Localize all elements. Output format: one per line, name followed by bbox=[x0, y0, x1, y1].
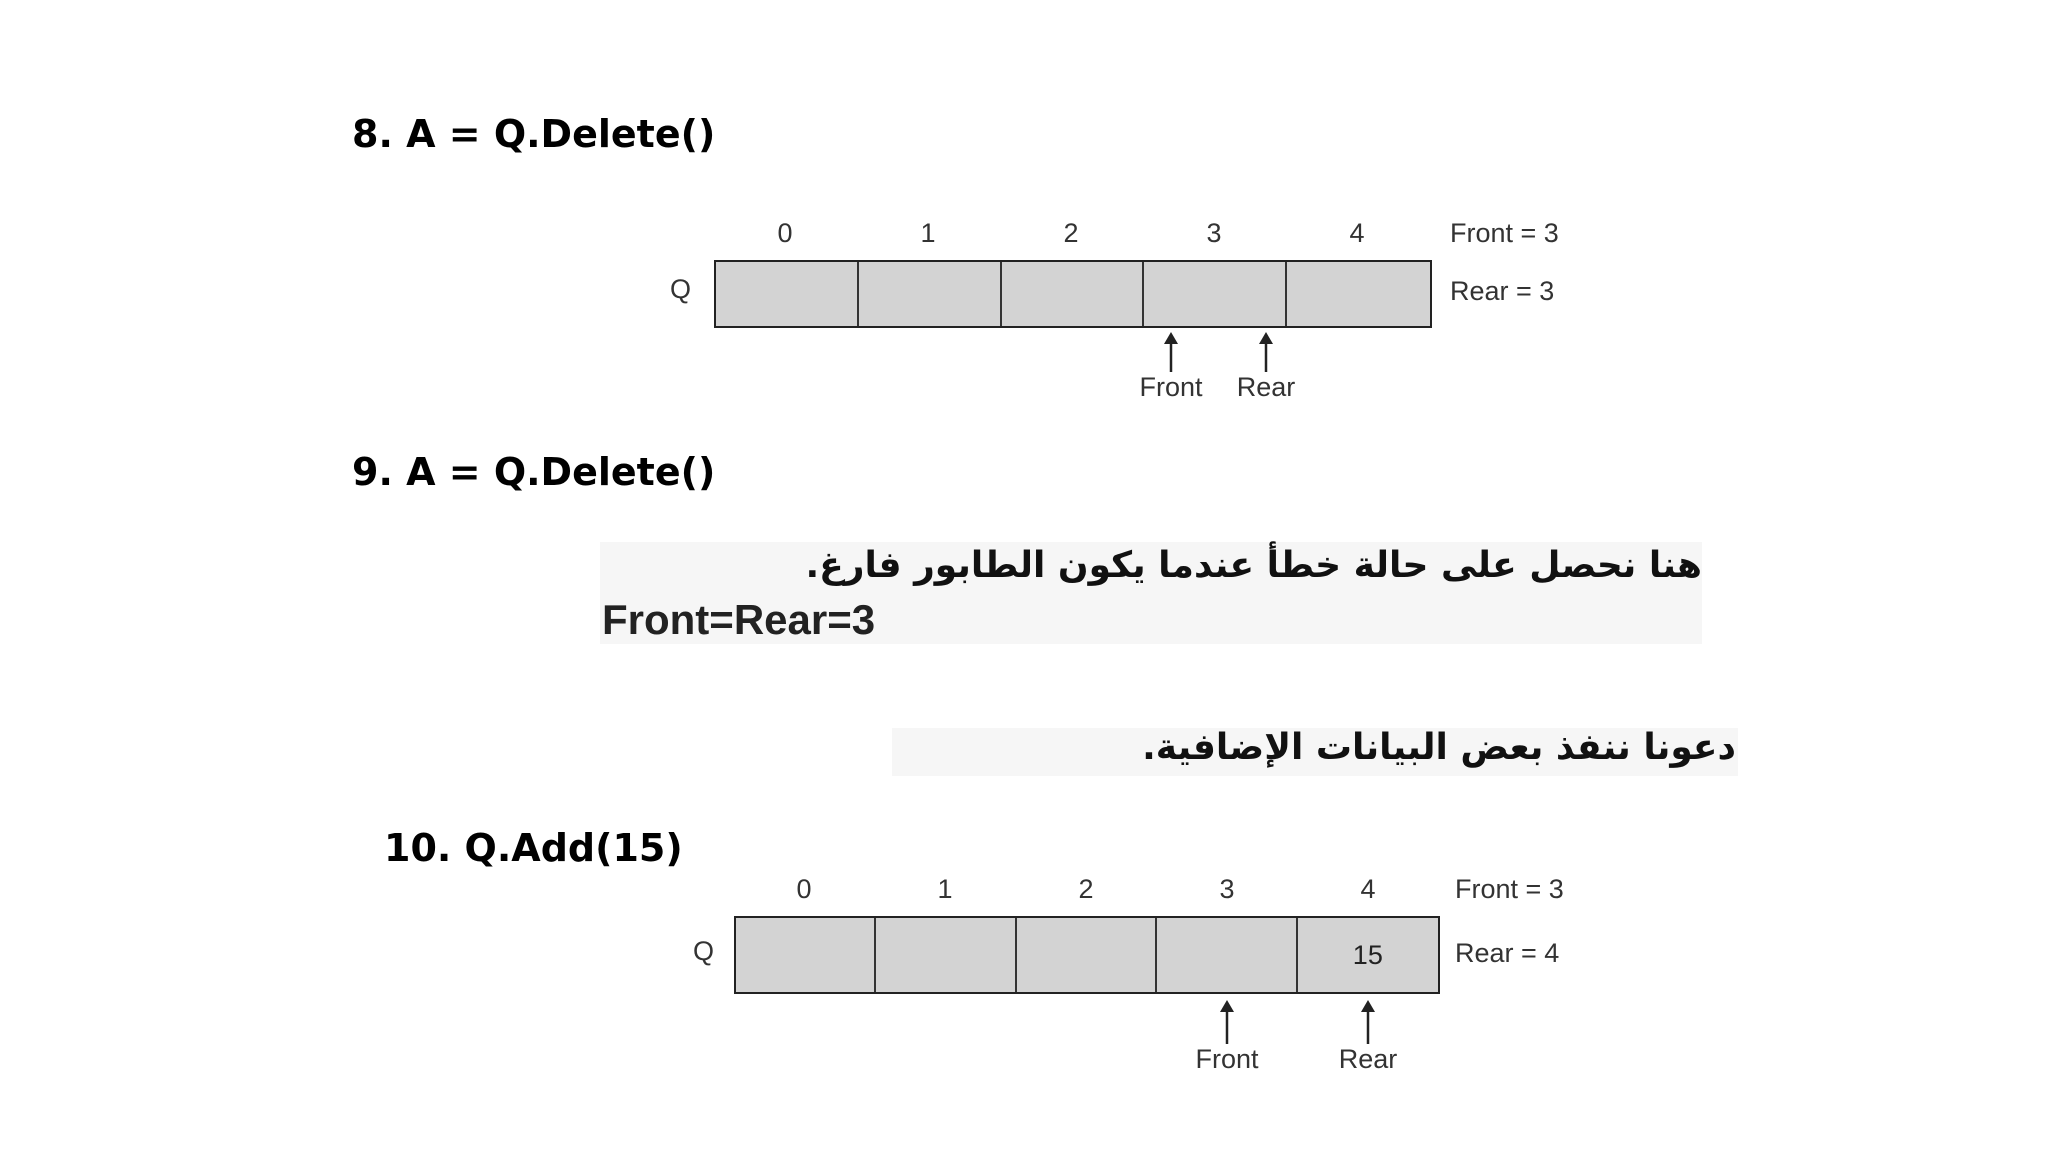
up-arrow-icon bbox=[1161, 332, 1181, 374]
up-arrow-icon bbox=[1217, 1000, 1237, 1046]
index-label-3: 3 bbox=[1206, 218, 1222, 248]
index-label-3: 3 bbox=[1219, 874, 1235, 904]
front-pointer bbox=[1187, 1000, 1267, 1075]
queue-cell-4: 15 bbox=[1298, 918, 1438, 992]
error-note-arabic: هنا نحصل على حالة خطأ عندما يكون الطابور فارغ. bbox=[805, 545, 1702, 586]
queue-diagram-step-10 bbox=[680, 866, 1580, 1074]
intro-note-arabic: دعونا ننفذ بعض البيانات الإضافية. bbox=[1142, 727, 1736, 768]
step-9-title: 9. A = Q.Delete() bbox=[352, 450, 716, 494]
queue-cell-1 bbox=[876, 918, 1016, 992]
rear-pointer bbox=[1226, 332, 1306, 403]
front-pointer-label: Front bbox=[1195, 1044, 1259, 1074]
index-label-4: 4 bbox=[1349, 218, 1365, 248]
up-arrow-icon bbox=[1256, 332, 1276, 374]
index-label-0: 0 bbox=[796, 874, 812, 904]
index-label-2: 2 bbox=[1078, 874, 1094, 904]
queue-array bbox=[734, 916, 1440, 994]
rear-value: Rear = 4 bbox=[1455, 938, 1560, 968]
queue-array bbox=[714, 260, 1432, 328]
front-pointer bbox=[1131, 332, 1211, 403]
queue-cell-2 bbox=[1002, 262, 1145, 326]
step-10-title: 10. Q.Add(15) bbox=[384, 826, 683, 870]
rear-pointer-label: Rear bbox=[1338, 1044, 1398, 1074]
queue-cell-0 bbox=[736, 918, 876, 992]
index-label-1: 1 bbox=[937, 874, 953, 904]
front-value: Front = 3 bbox=[1450, 218, 1559, 248]
front-pointer-label: Front bbox=[1139, 372, 1203, 402]
rear-pointer bbox=[1328, 1000, 1408, 1075]
queue-cell-0 bbox=[716, 262, 859, 326]
queue-label: Q bbox=[670, 274, 692, 304]
queue-cell-2 bbox=[1017, 918, 1157, 992]
index-label-4: 4 bbox=[1360, 874, 1376, 904]
front-value: Front = 3 bbox=[1455, 874, 1564, 904]
index-label-0: 0 bbox=[777, 218, 793, 248]
queue-cell-3 bbox=[1157, 918, 1297, 992]
rear-pointer-label: Rear bbox=[1236, 372, 1296, 402]
index-label-2: 2 bbox=[1063, 218, 1079, 248]
queue-cell-4 bbox=[1287, 262, 1430, 326]
state-front-rear: Front=Rear=3 bbox=[602, 596, 876, 643]
queue-cell-3 bbox=[1144, 262, 1287, 326]
index-label-1: 1 bbox=[920, 218, 936, 248]
queue-label: Q bbox=[693, 936, 715, 966]
rear-value: Rear = 3 bbox=[1450, 276, 1555, 306]
up-arrow-icon bbox=[1358, 1000, 1378, 1046]
queue-cell-1 bbox=[859, 262, 1002, 326]
queue-diagram-step-8 bbox=[660, 210, 1560, 410]
step-8-title: 8. A = Q.Delete() bbox=[352, 112, 716, 156]
